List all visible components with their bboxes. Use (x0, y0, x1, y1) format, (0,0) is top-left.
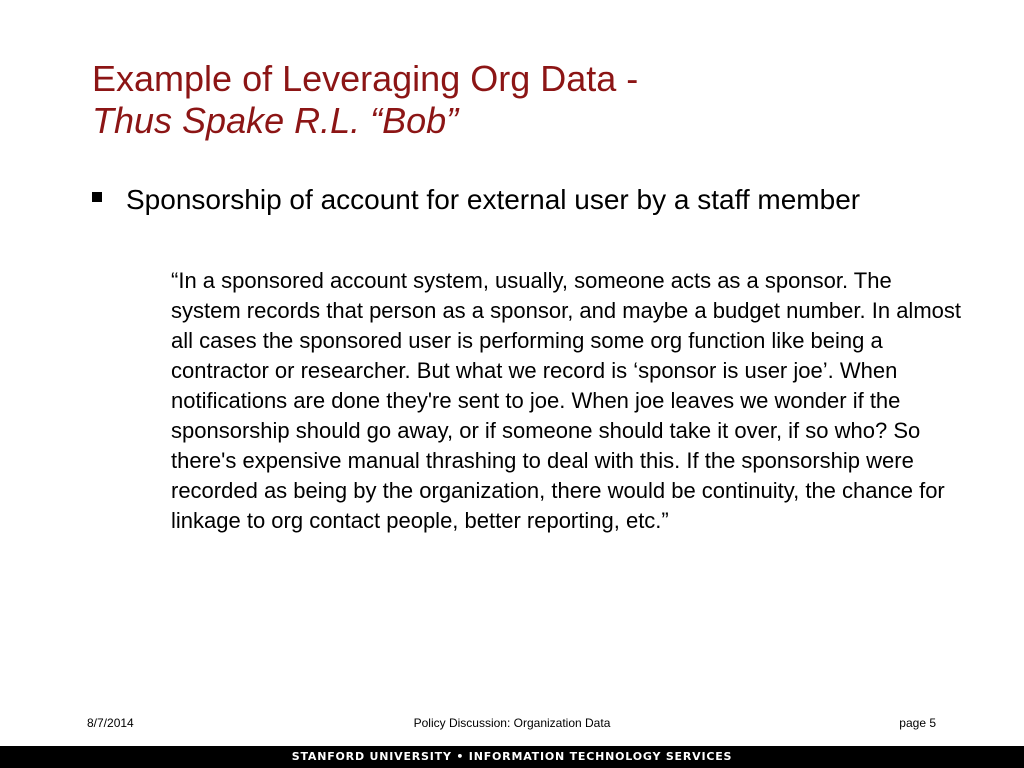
slide-title (92, 58, 972, 142)
quote-text: “In a sponsored account system, usually, someone acts as a sponsor. The system records that person as a sponsor, and maybe a budget number. In almost all cases the sponsored user is performing some org function like being a contractor or researcher. But what we record is ‘sponsor is user joe’. When notifications are done they're sent to joe. When joe leaves we wonder if the sponsorship should go away, or if someone should take it over, if so who? So there's expensive manual thrashing to deal with this. If the sponsorship were recorded as being by the organization, there would be continuity, the chance for linkage to org contact people, better reporting, etc.” (171, 268, 961, 533)
bottom-banner-text: STANFORD UNIVERSITY • INFORMATION TECHNOLOGY SERVICES (291, 750, 733, 763)
slide-title-line1: Example of Leveraging Org Data - (92, 58, 639, 99)
bottom-banner (0, 746, 1024, 768)
footer-date: 8/7/2014 (87, 716, 134, 730)
slide-title-line2: Thus Spake R.L. “Bob” (92, 100, 459, 141)
footer-page-number: page 5 (899, 716, 936, 730)
footer-title: Policy Discussion: Organization Data (413, 716, 611, 730)
bullet-text: Sponsorship of account for external user by a staff member (126, 184, 861, 215)
square-bullet-icon (92, 192, 102, 202)
